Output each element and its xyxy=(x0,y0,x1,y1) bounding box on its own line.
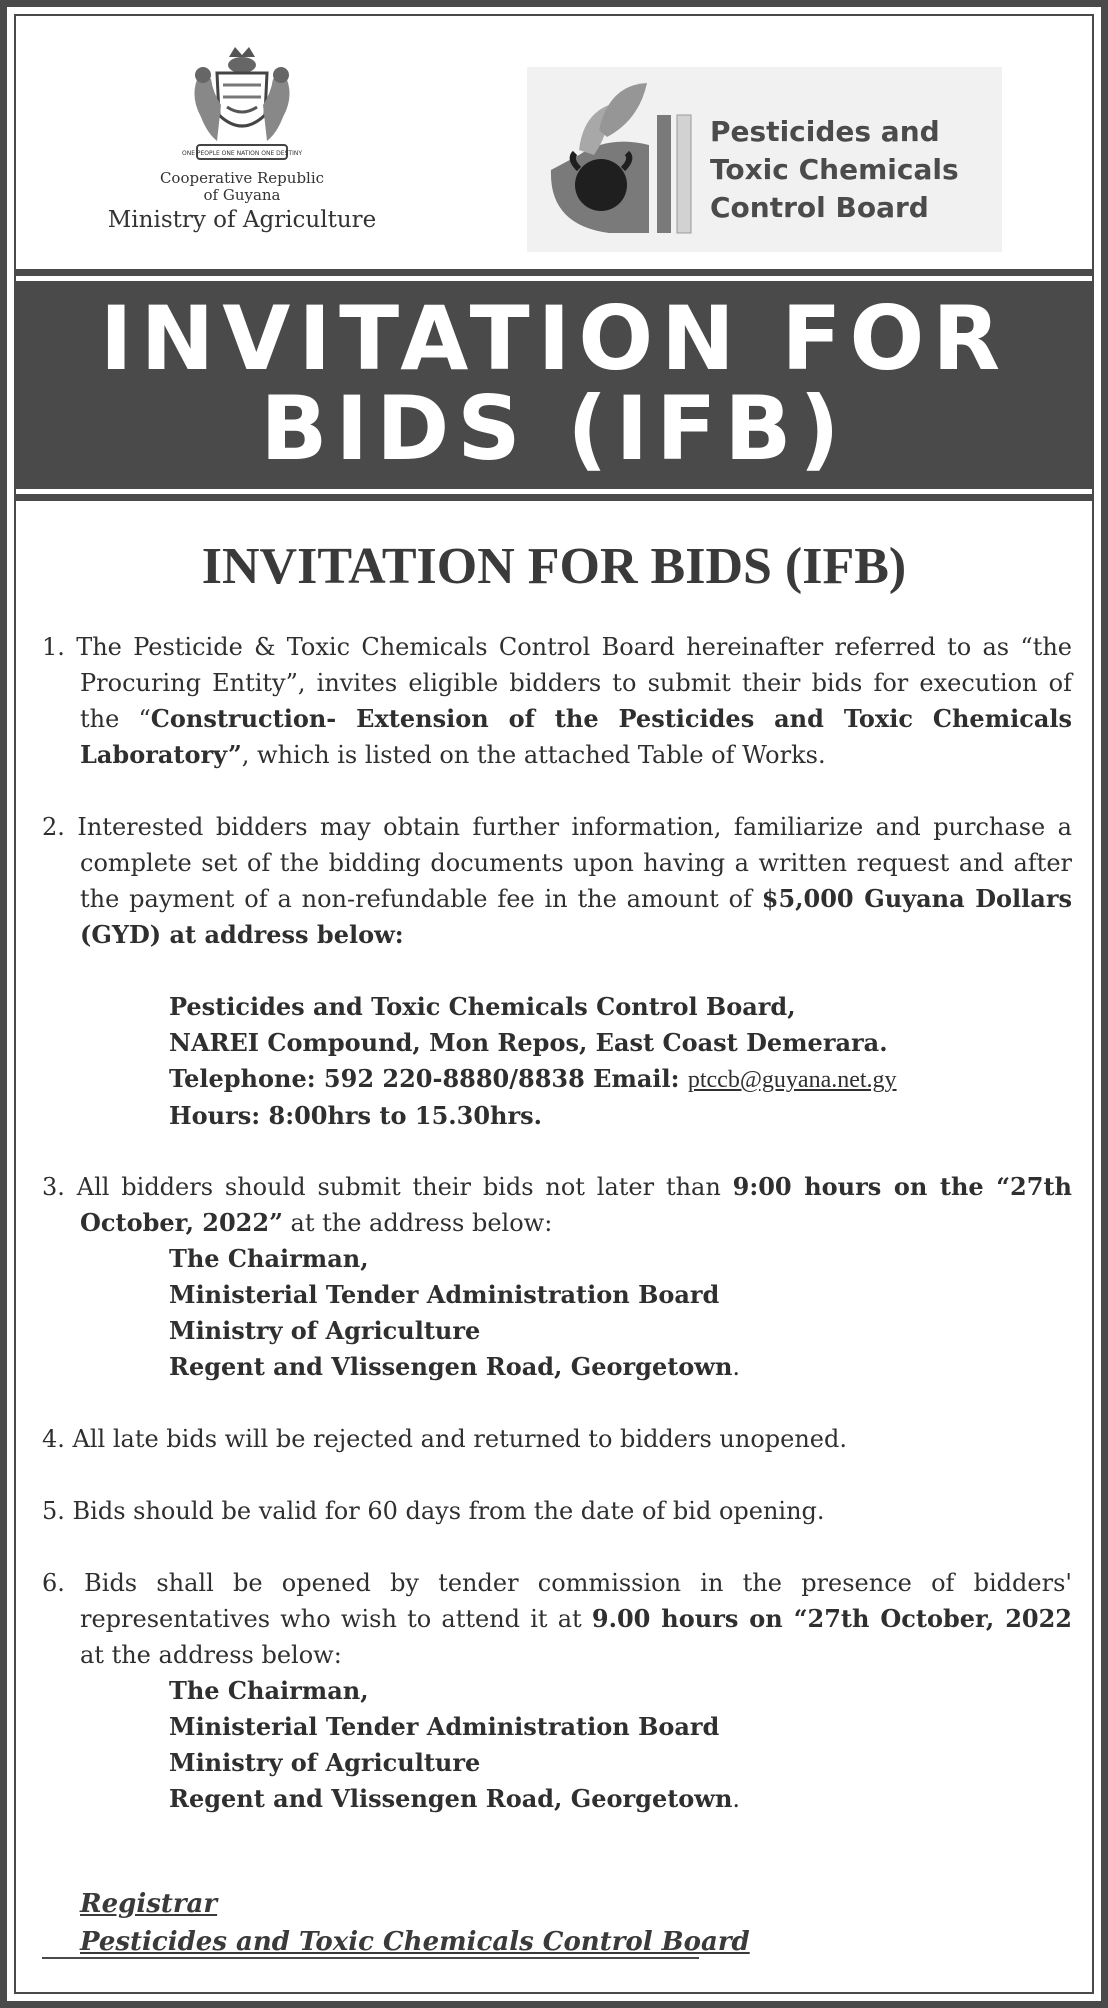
address-line: Regent and Vlissengen Road, Georgetown xyxy=(169,1784,733,1813)
government-header xyxy=(102,45,382,234)
address-line: Ministry of Agriculture xyxy=(169,1316,481,1345)
item-1-project: Construction- Extension of the Pesticides and Toxic Chemicals Laboratory” xyxy=(80,704,1073,769)
signature-block xyxy=(80,1885,750,1961)
board-name-line-3: Control Board xyxy=(710,191,929,224)
item-2-fee: $5,000 Guyana Dollars (GYD) at address below: xyxy=(80,884,1072,949)
address-line: Hours: 8:00hrs to 15.30hrs. xyxy=(169,1101,542,1130)
item-1 xyxy=(42,629,1072,773)
board-name-line-1: Pesticides and xyxy=(710,115,940,148)
item-6-text-end: at the address below: xyxy=(80,1641,342,1669)
item-4-text: 4. All late bids will be rejected and returned to bidders unopened. xyxy=(42,1425,847,1453)
item-1-text: 1. The Pesticide & Toxic Chemicals Control Board hereinafter referred to as “the Procuring Entity”, invites eligible bidders to submit their bids for execution of the “ xyxy=(42,633,1072,733)
address-period: . xyxy=(732,1353,741,1381)
email-link[interactable]: ptccb@guyana.net.gy xyxy=(687,1067,897,1093)
coat-motto: ONE PEOPLE ONE NATION ONE DESTINY xyxy=(181,150,303,157)
board-name-line-2: Toxic Chemicals xyxy=(710,153,959,186)
address-line: Telephone: 592 220-8880/8838 Email: xyxy=(169,1064,688,1093)
document-subtitle: INVITATION FOR BIDS (IFB) xyxy=(201,538,907,595)
title-banner xyxy=(14,281,1094,489)
address-line: Ministerial Tender Administration Board xyxy=(169,1280,720,1309)
item-3-deadline: 9:00 hours on the “27th October, 2022” xyxy=(80,1172,1072,1237)
item-2-text: 2. Interested bidders may obtain further information, familiarize and purchase a complete set of the bidding documents upon having a written request and after the payment of a non-refundable fee in the amount of xyxy=(42,813,1072,913)
item-6-text: 6. Bids shall be opened by tender commission in the presence of bidders' representatives who wish to attend it at xyxy=(42,1569,1072,1633)
board-logo-block xyxy=(527,67,1002,252)
signature-rule xyxy=(42,1957,699,1959)
item-3-text: 3. All bidders should submit their bids not later than xyxy=(42,1173,733,1201)
ministry-name: Ministry of Agriculture xyxy=(107,207,377,233)
item-3 xyxy=(42,1169,1072,1385)
item-3-address xyxy=(42,1241,1072,1385)
board-name xyxy=(710,113,959,227)
address-line: The Chairman, xyxy=(169,1676,369,1705)
item-2 xyxy=(42,809,1072,1134)
address-line: Ministry of Agriculture xyxy=(169,1748,481,1777)
address-line: Regent and Vlissengen Road, Georgetown xyxy=(169,1352,733,1381)
address-line: The Chairman, xyxy=(169,1244,369,1273)
banner-top-rule xyxy=(14,269,1094,276)
item-6-opening-time: 9.00 hours on “27th October, 2022 xyxy=(591,1604,1073,1633)
banner-line-1: INVITATION FOR xyxy=(99,287,1009,390)
item-6-address xyxy=(42,1673,1072,1817)
coat-of-arms-icon xyxy=(177,45,307,170)
gov-line-1: Cooperative Republic xyxy=(159,169,325,187)
item-3-text-end: at the address below: xyxy=(282,1209,553,1237)
item-6 xyxy=(42,1565,1072,1817)
item-4 xyxy=(42,1421,1072,1457)
address-line: Ministerial Tender Administration Board xyxy=(169,1712,720,1741)
banner-line-2: BIDS (IFB) xyxy=(260,377,848,480)
gov-line-2: of Guyana xyxy=(203,186,281,204)
advertisement-page xyxy=(7,7,1101,2001)
banner-bottom-rule xyxy=(14,494,1094,501)
signature-organization: Pesticides and Toxic Chemicals Control Board xyxy=(80,1927,750,1957)
address-line: Pesticides and Toxic Chemicals Control Board, xyxy=(169,992,796,1021)
item-5 xyxy=(42,1493,1072,1529)
item-2-address xyxy=(42,989,1072,1134)
address-line: NAREI Compound, Mon Repos, East Coast Demerara. xyxy=(169,1028,888,1057)
address-period: . xyxy=(732,1785,741,1813)
board-logo-icon xyxy=(539,75,709,245)
signature-title: Registrar xyxy=(80,1889,218,1919)
item-5-text: 5. Bids should be valid for 60 days from the date of bid opening. xyxy=(42,1497,825,1525)
item-1-text-end: , which is listed on the attached Table of Works. xyxy=(241,741,826,769)
